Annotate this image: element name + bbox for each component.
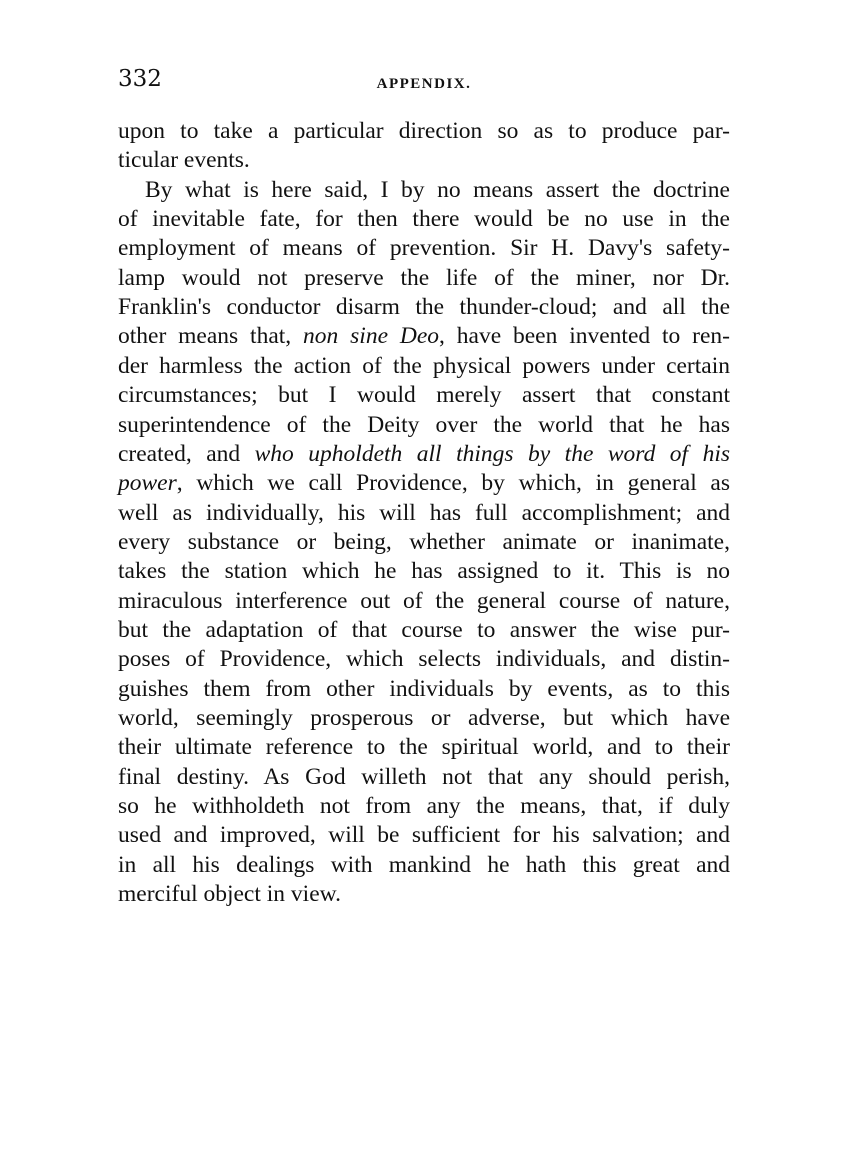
text-line: takes the station which he has assigned to it. This is no — [118, 558, 730, 585]
text-segment: other means that, — [118, 323, 304, 350]
text-line: Franklin's conductor disarm the thunder-cloud; and all the — [118, 294, 730, 321]
text-line: their ultimate reference to the spiritual world, and to their — [118, 734, 730, 761]
text-line — [118, 322, 730, 351]
text-line: in all his dealings with mankind he hath this great and — [118, 851, 730, 878]
text-line: poses of Providence, which selects individuals, and distin- — [118, 646, 730, 673]
text-line: of inevitable fate, for then there would be no use in the — [118, 206, 730, 233]
text-line: world, seemingly prosperous or adverse, but which have — [118, 705, 730, 731]
text-line — [118, 440, 730, 469]
text-line: but the adaptation of that course to answer the wise pur- — [118, 616, 730, 643]
text-line: lamp would not preserve the life of the miner, nor Dr. — [118, 264, 730, 291]
text-line: miraculous interference out of the general course of nature, — [118, 587, 730, 614]
text-line: so he withholdeth not from any the means, that, if duly — [118, 793, 730, 820]
text-line: der harmless the action of the physical powers under certain — [118, 352, 730, 379]
text-line: final destiny. As God willeth not that any should perish, — [118, 763, 730, 790]
text-line: By what is here said, I by no means assert the doctrine — [145, 176, 730, 203]
text-line: used and improved, will be sufficient for his salvation; and — [118, 822, 730, 849]
page-header — [118, 66, 730, 102]
running-head: APPENDIX. — [376, 76, 472, 92]
text-line: guishes them from other individuals by events, as to this — [118, 675, 730, 702]
text-line: ticular events. — [118, 147, 250, 174]
text-segment: , have been invented to ren- — [439, 323, 730, 350]
text-line: merciful object in view. — [118, 881, 341, 908]
text-line: employment of means of prevention. Sir H. Davy's safety- — [118, 235, 730, 262]
text-segment: created, and — [118, 440, 255, 467]
text-line: every substance or being, whether animate or inanimate, — [118, 528, 730, 555]
text-line: well as individually, his will has full accomplishment; and — [118, 499, 730, 526]
italic-phrase: power — [118, 470, 177, 497]
text-segment: , which we call Providence, by which, in general as — [176, 470, 730, 497]
text-line: circumstances; but I would merely assert that constant — [118, 382, 730, 409]
text-line: upon to take a particular direction so as to produce par- — [118, 118, 730, 144]
text-line — [118, 469, 730, 498]
text-line: superintendence of the Deity over the world that he has — [118, 411, 730, 438]
italic-phrase: who upholdeth all things by the word of his — [254, 440, 731, 467]
page-number: 332 — [118, 66, 162, 92]
italic-phrase: non sine Deo — [303, 323, 440, 350]
